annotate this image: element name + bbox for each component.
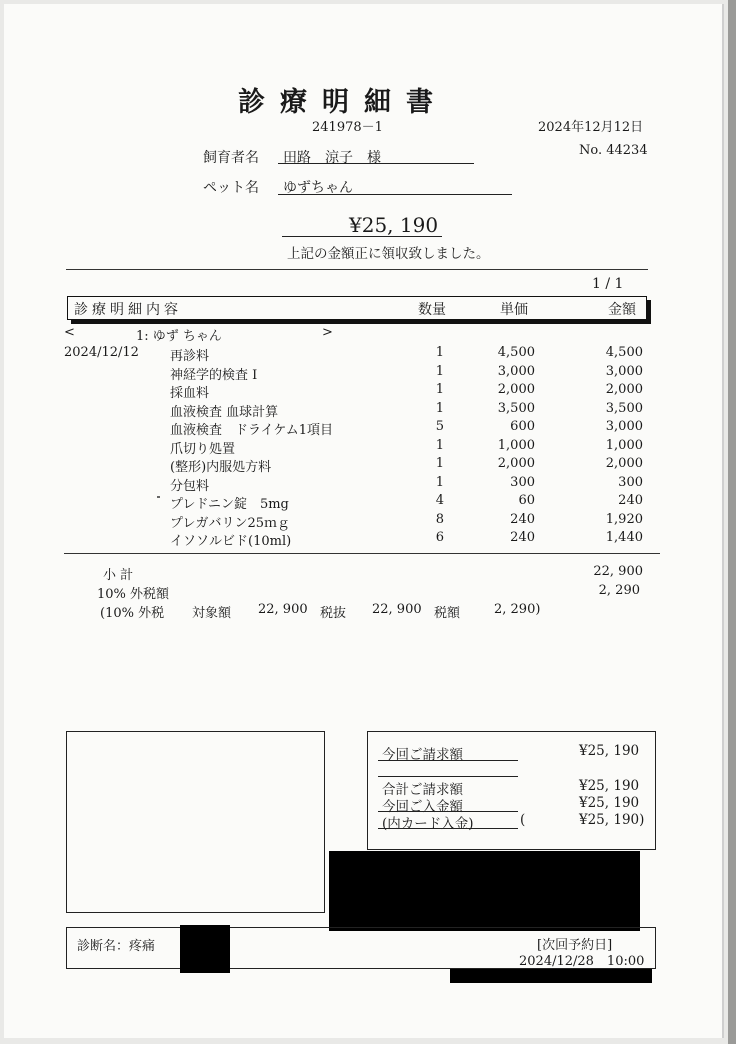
table-row: [0, 475, 736, 493]
item-price: 3,500: [497, 400, 535, 416]
total-bill-label: 合計ご請求額: [382, 782, 463, 798]
redaction-block: [450, 969, 652, 983]
tax-value: 2, 290: [598, 583, 640, 598]
receipt-message: 上記の金額正に領収致しました。: [287, 246, 490, 262]
item-qty: 1: [435, 456, 444, 471]
subtotal-value: 22, 900: [593, 564, 643, 579]
underline: [378, 776, 518, 777]
item-qty: 1: [435, 437, 444, 453]
tax-detail-open: (10% 外税: [100, 606, 165, 621]
item-qty: 1: [435, 363, 444, 379]
card-paid-value: ¥25, 190): [579, 812, 645, 828]
received-amount: ¥25, 190: [349, 213, 439, 237]
header-qty: 数量: [418, 302, 446, 318]
item-price: 300: [510, 474, 535, 490]
item-amount: 300: [618, 474, 643, 490]
item-qty: 1: [435, 474, 444, 490]
table-row: [0, 364, 736, 382]
item-qty: 4: [435, 493, 444, 508]
pet-name: ゆずちゃん: [283, 180, 353, 196]
card-paid-label: (内カード入金): [382, 816, 474, 832]
pet-label: ペット名: [203, 180, 259, 196]
item-qty: 6: [435, 530, 444, 545]
item-qty: 1: [435, 400, 444, 416]
header-content: 診療明細内容: [74, 302, 182, 318]
item-qty: 1: [435, 382, 444, 397]
item-qty: 5: [435, 419, 444, 434]
current-bill-label: 今回ご請求額: [382, 747, 463, 763]
item-name: 再診料: [170, 349, 210, 364]
item-name: 神経学的検査 I: [170, 367, 258, 383]
scan-speck: [157, 496, 160, 498]
owner-underline: [278, 163, 474, 164]
taxable-value: 22, 900: [258, 602, 308, 617]
item-price: 240: [510, 530, 535, 545]
item-amount: 2,000: [605, 456, 643, 471]
card-paid-open: (: [520, 812, 526, 828]
pet-selector-label: 1: ゆず ちゃん: [136, 329, 222, 344]
table-row: [0, 512, 736, 530]
paid-value: ¥25, 190: [579, 795, 640, 811]
page-number: 1 / 1: [592, 276, 624, 292]
item-price: 240: [510, 511, 535, 527]
next-appointment-date: 2024/12/28 10:00: [519, 954, 645, 969]
document-number: 241978－1: [312, 120, 383, 135]
taxamt-value: 2, 290): [494, 602, 541, 617]
amount-underline: [282, 236, 442, 237]
table-row: [0, 401, 736, 419]
divider: [64, 553, 660, 554]
item-price: 60: [518, 493, 535, 508]
header-amount: 金額: [608, 302, 636, 318]
item-name: 血液検査 ドライケム1項目: [170, 423, 333, 438]
item-price: 2,000: [497, 456, 535, 471]
table-row: [0, 382, 736, 400]
pet-underline: [278, 194, 512, 195]
item-amount: 3,000: [605, 419, 643, 434]
item-name: 採血料: [170, 386, 210, 401]
treatment-date: 2024/12/12: [64, 345, 139, 360]
owner-label: 飼育者名: [203, 150, 259, 166]
item-price: 2,000: [497, 382, 535, 397]
redaction-block: [329, 851, 640, 931]
item-name: (整形)内服処方料: [170, 460, 272, 475]
item-amount: 1,000: [605, 437, 643, 453]
divider: [66, 269, 648, 270]
item-amount: 3,500: [605, 400, 643, 416]
item-amount: 240: [618, 493, 643, 508]
owner-name: 田路 涼子 様: [283, 150, 381, 166]
item-name: プレガバリン25ｍｇ: [170, 515, 291, 531]
item-qty: 1: [435, 345, 444, 360]
table-row: [0, 345, 736, 363]
total-bill-value: ¥25, 190: [579, 778, 640, 794]
receipt-number: No. 44234: [579, 143, 648, 158]
item-price: 600: [510, 419, 535, 434]
item-qty: 8: [435, 511, 444, 527]
item-name: 分包料: [170, 478, 210, 494]
stamp-box: [66, 731, 325, 913]
item-name: 爪切り処置: [170, 441, 236, 457]
underline: [378, 760, 518, 761]
taxamt-label: 税額: [434, 606, 461, 621]
table-row: [0, 456, 736, 474]
paid-label: 今回ご入金額: [382, 799, 463, 815]
current-bill-value: ¥25, 190: [579, 743, 640, 759]
issue-date: 2024年12月12日: [538, 120, 644, 135]
item-amount: 2,000: [605, 382, 643, 397]
next-pet-marker: >: [322, 325, 333, 340]
diagnosis: 診断名：疼痛: [77, 939, 156, 954]
underline: [378, 828, 518, 829]
item-amount: 3,000: [605, 363, 643, 379]
item-name: イソソルビド(10ml): [170, 534, 292, 549]
tax-label: 10% 外税額: [97, 587, 170, 602]
item-price: 4,500: [497, 345, 535, 360]
item-amount: 1,440: [605, 530, 643, 545]
subtotal-label: 小 計: [103, 568, 134, 583]
next-appointment-label: [次回予約日]: [537, 938, 613, 953]
table-row: [0, 530, 736, 548]
table-row: [0, 419, 736, 437]
table-header: [67, 296, 647, 320]
table-row: [0, 438, 736, 456]
document-title: 診療明細書: [238, 87, 448, 118]
item-name: 血液検査 血球計算: [170, 404, 279, 420]
pretax-value: 22, 900: [372, 602, 422, 617]
item-name: プレドニン錠 5mg: [170, 497, 289, 512]
redaction-block: [180, 925, 230, 973]
billing-summary-box: [367, 731, 656, 850]
taxable-label: 対象額: [192, 606, 232, 621]
pretax-label: 税抜: [320, 606, 347, 621]
item-amount: 4,500: [605, 345, 643, 360]
prev-pet-marker: <: [64, 325, 75, 340]
item-price: 1,000: [497, 437, 535, 453]
header-unit-price: 単価: [500, 302, 528, 318]
item-amount: 1,920: [605, 511, 643, 527]
table-row: [0, 493, 736, 511]
item-price: 3,000: [497, 363, 535, 379]
